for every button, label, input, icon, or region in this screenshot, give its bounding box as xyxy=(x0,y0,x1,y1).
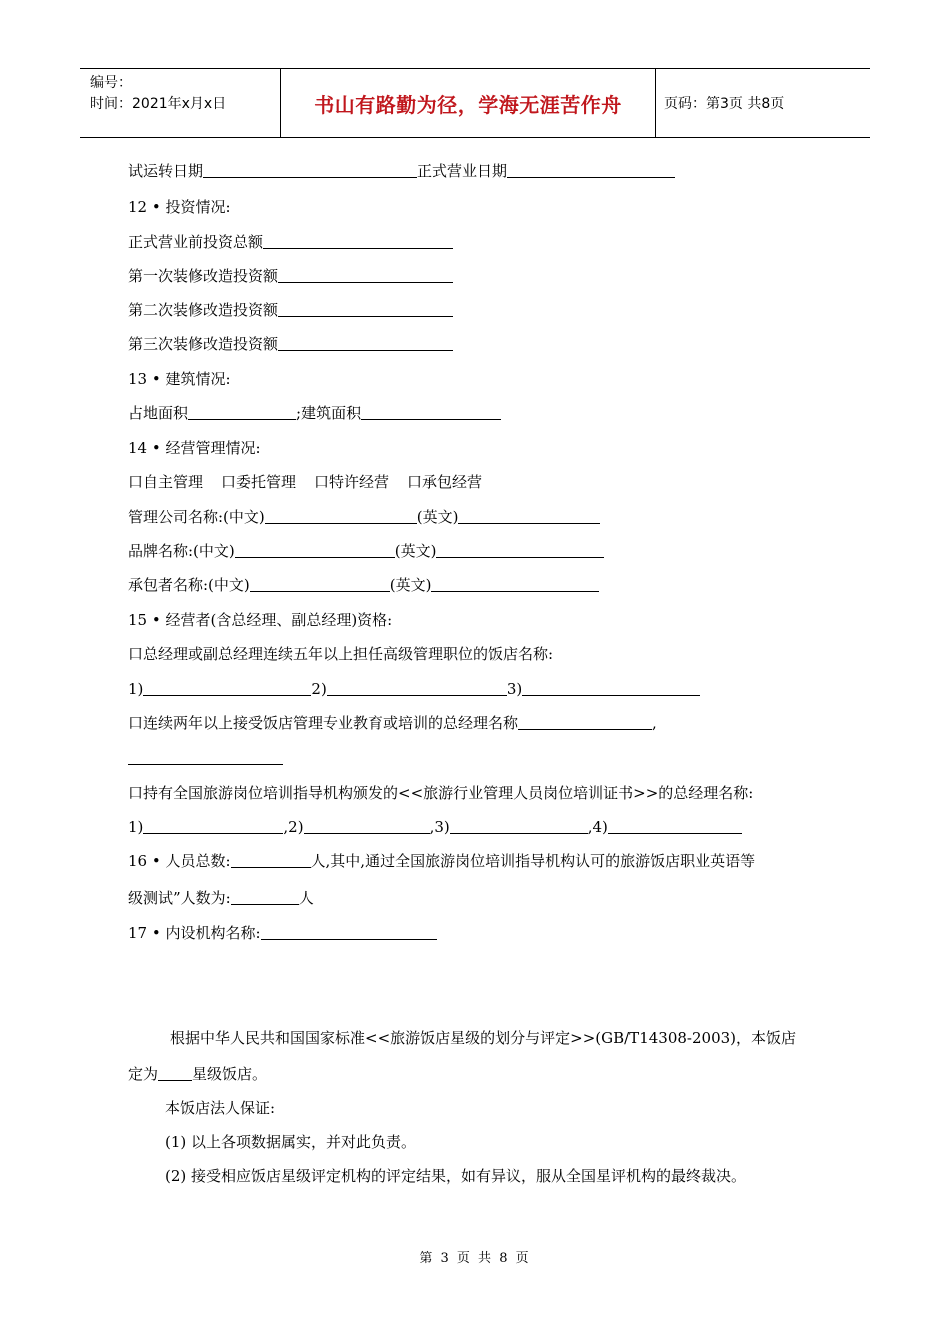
trial-date-line xyxy=(128,161,675,181)
reno2-blank[interactable] xyxy=(278,301,453,317)
departments-blank[interactable] xyxy=(261,924,437,940)
trial-date-label: 试运转日期 xyxy=(128,162,204,180)
section-16-line2 xyxy=(128,888,314,908)
q1-blank2[interactable] xyxy=(327,680,507,696)
contractor-label: 承包者名称:(中文) xyxy=(128,576,250,594)
q3-blank4[interactable] xyxy=(608,818,742,834)
q3-blank1[interactable] xyxy=(143,818,283,834)
q1-num3: 3) xyxy=(506,680,523,698)
header-page-label: 页码：第3页 共8页 xyxy=(664,96,785,112)
statement-p3: 本饭店法人保证: xyxy=(165,1099,276,1117)
q2-line xyxy=(128,713,657,733)
q1-num1: 1) xyxy=(128,680,144,698)
q3-blank3[interactable] xyxy=(450,818,588,834)
page-footer: 第 3 页 共 8 页 xyxy=(419,1251,531,1266)
q2-blank-2[interactable] xyxy=(128,749,283,765)
mgmt-company-en-blank[interactable] xyxy=(458,508,600,524)
brand-en-blank[interactable] xyxy=(436,542,604,558)
section-14-heading: 14 • 经营管理情况: xyxy=(128,439,261,457)
option-contracted[interactable]: 口承包经营 xyxy=(407,473,483,491)
option-self-managed[interactable]: 口自主管理 xyxy=(128,473,204,491)
invest-total-label: 正式营业前投资总额 xyxy=(128,233,264,251)
q3-answers xyxy=(128,817,742,837)
invest-total-blank[interactable] xyxy=(263,233,453,249)
q3-line: 口持有全国旅游岗位培训指导机构颁发的<<旅游行业管理人员岗位培训证书>>的总经理名称: xyxy=(128,784,754,802)
header-motto: 书山有路勤为径，学海无涯苦作舟 xyxy=(314,92,622,117)
contractor-cn-blank[interactable] xyxy=(250,576,390,592)
reno2-line xyxy=(128,300,453,320)
reno1-label: 第一次装修改造投资额 xyxy=(128,267,279,285)
statement-p5: (2) 接受相应饭店星级评定机构的评定结果，如有异议，服从全国星评机构的最终裁决。 xyxy=(165,1167,747,1185)
q1-answers xyxy=(128,679,700,699)
build-area-blank[interactable] xyxy=(361,404,501,420)
staff-total-label: 16 • 人员总数: xyxy=(128,852,231,870)
departments-label: 17 • 内设机构名称: xyxy=(128,924,261,942)
doc-time-label: 时间：2021年x月x日 xyxy=(90,96,227,112)
doc-number-label: 编号： xyxy=(90,75,132,91)
contractor-line xyxy=(128,575,599,595)
brand-line xyxy=(128,541,604,561)
star-rating-prefix: 定为 xyxy=(128,1065,159,1083)
reno2-label: 第二次装修改造投资额 xyxy=(128,301,279,319)
q3-num2: ,2) xyxy=(283,818,304,836)
reno3-line xyxy=(128,334,453,354)
option-franchise[interactable]: 口特许经营 xyxy=(314,473,390,491)
invest-total-line xyxy=(128,232,453,252)
reno3-label: 第三次装修改造投资额 xyxy=(128,335,279,353)
q1-blank3[interactable] xyxy=(522,680,700,696)
english-label: (英文) xyxy=(389,576,432,594)
mgmt-company-label: 管理公司名称:(中文) xyxy=(128,508,265,526)
management-options xyxy=(128,472,482,492)
option-entrusted[interactable]: 口委托管理 xyxy=(221,473,297,491)
header-page-cell xyxy=(656,69,870,137)
q3-num3: ,3) xyxy=(429,818,450,836)
header-left-cell xyxy=(80,69,281,137)
statement-p2 xyxy=(128,1064,267,1084)
q3-blank2[interactable] xyxy=(304,818,430,834)
staff-total-blank[interactable] xyxy=(231,852,311,868)
statement-p1: 根据中华人民共和国国家标准<<旅游饭店星级的划分与评定>>(GB/T14308-2003)，本饭店 xyxy=(170,1029,797,1047)
section-17-line xyxy=(128,923,437,943)
section-13-heading: 13 • 建筑情况: xyxy=(128,370,231,388)
q2-comma: , xyxy=(652,714,657,732)
english-label: (英文) xyxy=(416,508,459,526)
trial-date-blank[interactable] xyxy=(203,162,417,178)
q2-label: 口连续两年以上接受饭店管理专业教育或培训的总经理名称 xyxy=(128,714,519,732)
area-line xyxy=(128,403,501,423)
mgmt-company-cn-blank[interactable] xyxy=(265,508,417,524)
q3-num1: 1) xyxy=(128,818,144,836)
land-area-blank[interactable] xyxy=(188,404,296,420)
reno1-blank[interactable] xyxy=(278,267,453,283)
q2-blank[interactable] xyxy=(518,714,652,730)
english-test-label: 级测试”人数为: xyxy=(128,889,231,907)
q1-line: 口总经理或副总经理连续五年以上担任高级管理职位的饭店名称: xyxy=(128,645,554,663)
q1-blank1[interactable] xyxy=(143,680,311,696)
page-header xyxy=(80,68,870,138)
mgmt-company-line xyxy=(128,507,600,527)
land-area-label: 占地面积 xyxy=(128,404,189,422)
brand-cn-blank[interactable] xyxy=(235,542,395,558)
statement-p4: (1) 以上各项数据属实，并对此负责。 xyxy=(165,1133,417,1151)
section-12-heading: 12 • 投资情况: xyxy=(128,198,231,216)
reno1-line xyxy=(128,266,453,286)
staff-total-text: 人,其中,通过全国旅游岗位培训指导机构认可的旅游饭店职业英语等 xyxy=(310,852,756,870)
star-rating-suffix: 星级饭店。 xyxy=(192,1065,268,1083)
open-date-label: 正式营业日期 xyxy=(417,162,508,180)
q3-num4: ,4) xyxy=(587,818,608,836)
brand-label: 品牌名称:(中文) xyxy=(128,542,235,560)
section-16-line1 xyxy=(128,851,755,871)
star-rating-blank[interactable] xyxy=(158,1065,192,1081)
person-unit: 人 xyxy=(298,889,314,907)
english-label: (英文) xyxy=(394,542,437,560)
q1-num2: 2) xyxy=(311,680,327,698)
header-motto-cell xyxy=(281,69,656,137)
build-area-label: ;建筑面积 xyxy=(296,404,362,422)
english-test-blank[interactable] xyxy=(231,889,299,905)
open-date-blank[interactable] xyxy=(507,162,675,178)
q2-line-cont xyxy=(128,748,283,768)
contractor-en-blank[interactable] xyxy=(431,576,599,592)
reno3-blank[interactable] xyxy=(278,335,453,351)
section-15-heading: 15 • 经营者(含总经理、副总经理)资格: xyxy=(128,611,393,629)
